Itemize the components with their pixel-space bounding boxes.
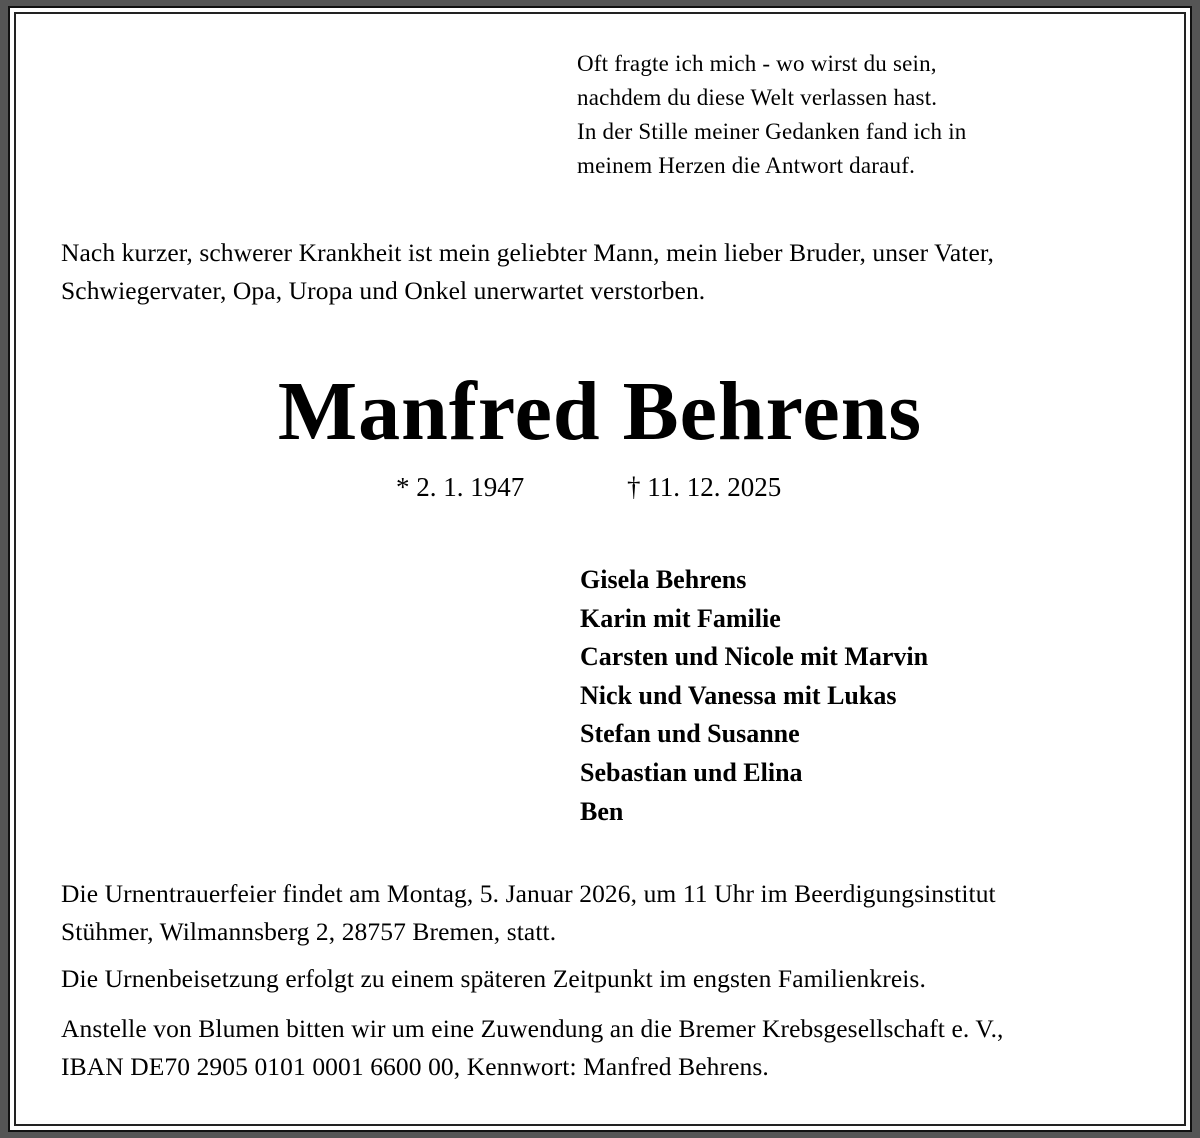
family-member: Carsten und Nicole mit Marvin — [580, 642, 929, 672]
memorial-poem — [577, 47, 967, 183]
intro-paragraph — [61, 234, 994, 310]
family-member: Karin mit Familie — [580, 603, 781, 633]
ceremony-notice — [61, 875, 996, 951]
notice-line: Die Urnentrauerfeier findet am Montag, 5. Januar 2026, um 11 Uhr im Beerdigungsinstitut — [61, 879, 996, 908]
poem-line: meinem Herzen die Antwort darauf. — [577, 153, 916, 178]
donation-notice — [61, 1010, 1004, 1086]
family-member: Nick und Vanessa mit Lukas — [580, 680, 897, 710]
family-member: Ben — [580, 796, 624, 826]
death-date: † 11. 12. 2025 — [627, 472, 782, 502]
intro-line: Nach kurzer, schwerer Krankheit ist mein geliebter Mann, mein lieber Bruder, unser Vater, — [61, 238, 994, 267]
poem-line: nachdem du diese Welt verlassen hast. — [577, 85, 938, 110]
notice-line: Stühmer, Wilmannsberg 2, 28757 Bremen, statt. — [61, 917, 557, 946]
notice-line: Die Urnenbeisetzung erfolgt zu einem späteren Zeitpunkt im engsten Familienkreis. — [61, 964, 926, 993]
notice-line: IBAN DE70 2905 0101 0001 6600 00, Kennwort: Manfred Behrens. — [61, 1052, 769, 1081]
family-member: Sebastian und Elina — [580, 757, 803, 787]
family-member: Gisela Behrens — [580, 565, 747, 594]
family-member: Stefan und Susanne — [580, 719, 800, 749]
burial-notice — [61, 960, 926, 998]
birth-date: * 2. 1. 1947 — [396, 472, 525, 502]
poem-line: In der Stille meiner Gedanken fand ich in — [577, 119, 967, 144]
poem-line: Oft fragte ich mich - wo wirst du sein, — [577, 51, 937, 76]
notice-line: Anstelle von Blumen bitten wir um eine Zuwendung an die Bremer Krebsgesellschaft e. V., — [61, 1014, 1004, 1043]
deceased-name: Manfred Behrens — [277, 365, 923, 458]
family-signatures — [580, 561, 928, 831]
intro-line: Schwiegervater, Opa, Uropa und Onkel unerwartet verstorben. — [61, 276, 706, 305]
